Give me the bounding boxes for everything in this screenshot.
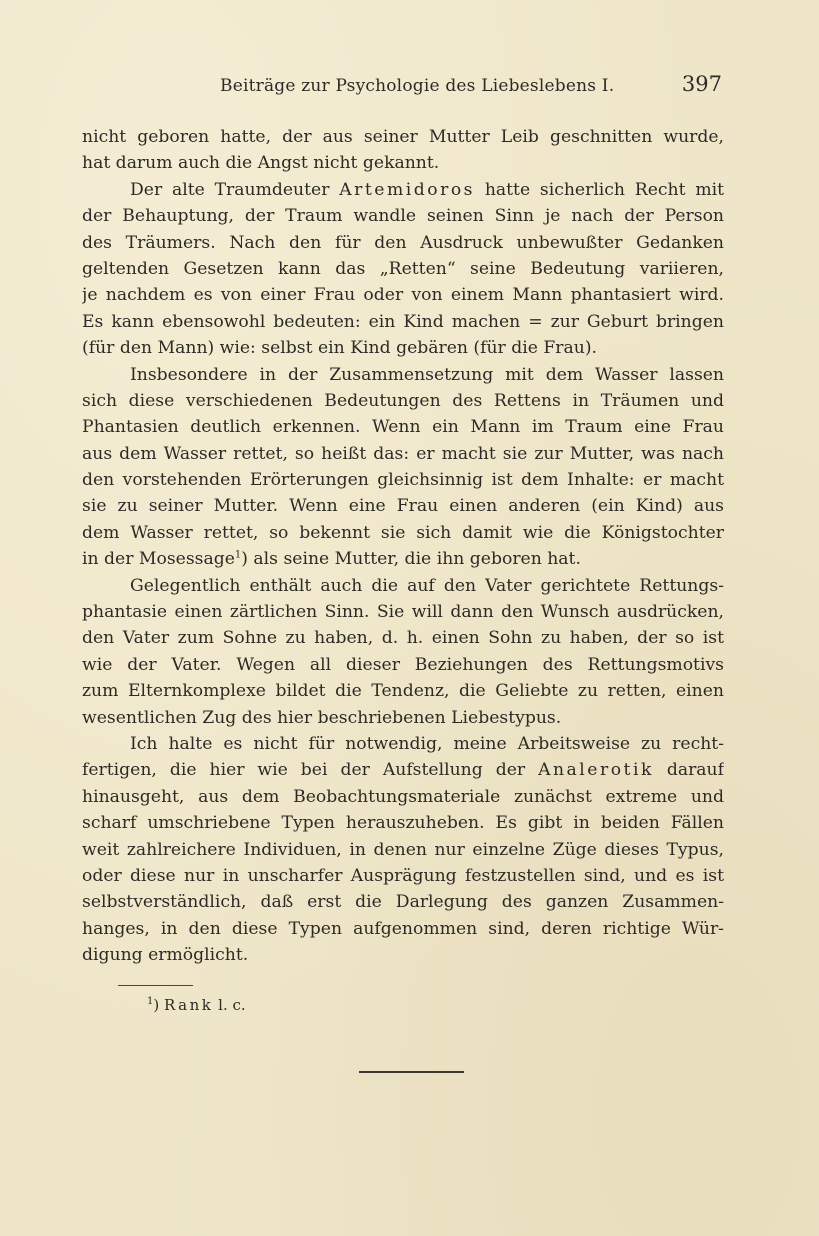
text-segment: ) als seine Mutter, die ihn geboren hat.: [241, 549, 581, 570]
text-line: wesentlichen Zug des hier beschriebenen Liebestypus.: [82, 707, 562, 728]
text-line: hanges, in den diese Typen aufgenommen sind, deren richtige Wür-: [82, 918, 724, 939]
text-segment: Der alte Traumdeuter: [130, 179, 330, 200]
text-line: digung ermöglicht.: [82, 945, 249, 966]
emphasized-name: Artemidoros: [339, 179, 475, 200]
text-line: [82, 546, 724, 572]
text-line: wie der Vater. Wegen all dieser Beziehungen des Rettungsmotivs: [82, 654, 724, 675]
footnote: [147, 996, 246, 1014]
end-of-section-rule: [359, 1071, 464, 1073]
footnote-paren: ): [153, 996, 160, 1014]
footnote-marker: 1: [234, 549, 242, 561]
text-segment: fertigen, die hier wie bei der Aufstellung der: [82, 760, 526, 781]
text-line: geltenden Gesetzen kann das „Retten“ seine Bedeutung variieren,: [82, 258, 724, 279]
text-line: hinausgeht, aus dem Beobachtungsmateriale zunächst extreme und: [82, 786, 724, 807]
text-line: [82, 177, 724, 203]
text-line: den Vater zum Sohne zu haben, d. h. einen Sohn zu haben, der so ist: [82, 628, 724, 649]
footnote-author: Rank: [164, 996, 214, 1014]
page-number: 397: [681, 72, 722, 96]
text-line: der Behauptung, der Traum wandle seinen Sinn je nach der Person: [82, 206, 724, 227]
text-line: des Träumers. Nach den für den Ausdruck unbewußter Gedanken: [82, 232, 724, 253]
text-line: oder diese nur in unscharfer Ausprägung festzustellen sind, und es ist: [82, 865, 724, 886]
text-line: (für den Mann) wie: selbst ein Kind gebären (für die Frau).: [82, 338, 597, 359]
text-line: aus dem Wasser rettet, so heißt das: er macht sie zur Mutter, was nach: [82, 443, 724, 464]
body-text: [82, 124, 724, 969]
text-line: scharf umschriebene Typen herauszuheben. Es gibt in beiden Fällen: [82, 813, 724, 834]
text-segment: in der Mosessage: [82, 549, 235, 570]
text-line: zum Elternkomplexe bildet die Tendenz, die Geliebte zu retten, einen: [82, 681, 724, 702]
text-line: weit zahlreichere Individuen, in denen nur einzelne Züge dieses Typus,: [82, 839, 724, 860]
footnote-number: 1: [147, 996, 154, 1007]
emphasized-term: Analerotik: [538, 760, 654, 781]
text-line: Ich halte es nicht für notwendig, meine Arbeitsweise zu recht-: [130, 733, 724, 754]
text-line: phantasie einen zärtlichen Sinn. Sie will dann den Wunsch ausdrücken,: [82, 602, 724, 623]
text-line: selbstverständlich, daß erst die Darlegung des ganzen Zusammen-: [82, 892, 724, 913]
text-segment: hatte sicherlich Recht mit: [484, 179, 724, 200]
running-head: [80, 74, 724, 104]
text-segment: darauf: [666, 760, 724, 781]
footnote-ref: l. c.: [218, 996, 246, 1014]
running-title: Beiträge zur Psychologie des Liebeslebens I.: [220, 76, 615, 96]
text-line: sie zu seiner Mutter. Wenn eine Frau einen anderen (ein Kind) aus: [82, 496, 724, 517]
text-line: [82, 757, 724, 783]
text-line: Phantasien deutlich erkennen. Wenn ein Mann im Traum eine Frau: [82, 417, 724, 438]
footnote-divider: [118, 985, 193, 986]
text-line: Es kann ebensowohl bedeuten: ein Kind machen = zur Geburt bringen: [82, 311, 724, 332]
text-line: den vorstehenden Erörterungen gleichsinnig ist dem Inhalte: er macht: [82, 470, 724, 491]
text-line: sich diese verschiedenen Bedeutungen des Rettens in Träumen und: [82, 390, 724, 411]
text-line: je nachdem es von einer Frau oder von einem Mann phantasiert wird.: [82, 285, 724, 306]
text-line: dem Wasser rettet, so bekennt sie sich damit wie die Königstochter: [82, 522, 724, 543]
text-line: Gelegentlich enthält auch die auf den Vater gerichtete Rettungs-: [130, 575, 724, 596]
text-line: nicht geboren hatte, der aus seiner Mutter Leib geschnitten wurde,: [82, 127, 724, 147]
text-line: Insbesondere in der Zusammensetzung mit dem Wasser lassen: [130, 364, 724, 385]
text-line: hat darum auch die Angst nicht gekannt.: [82, 153, 440, 174]
